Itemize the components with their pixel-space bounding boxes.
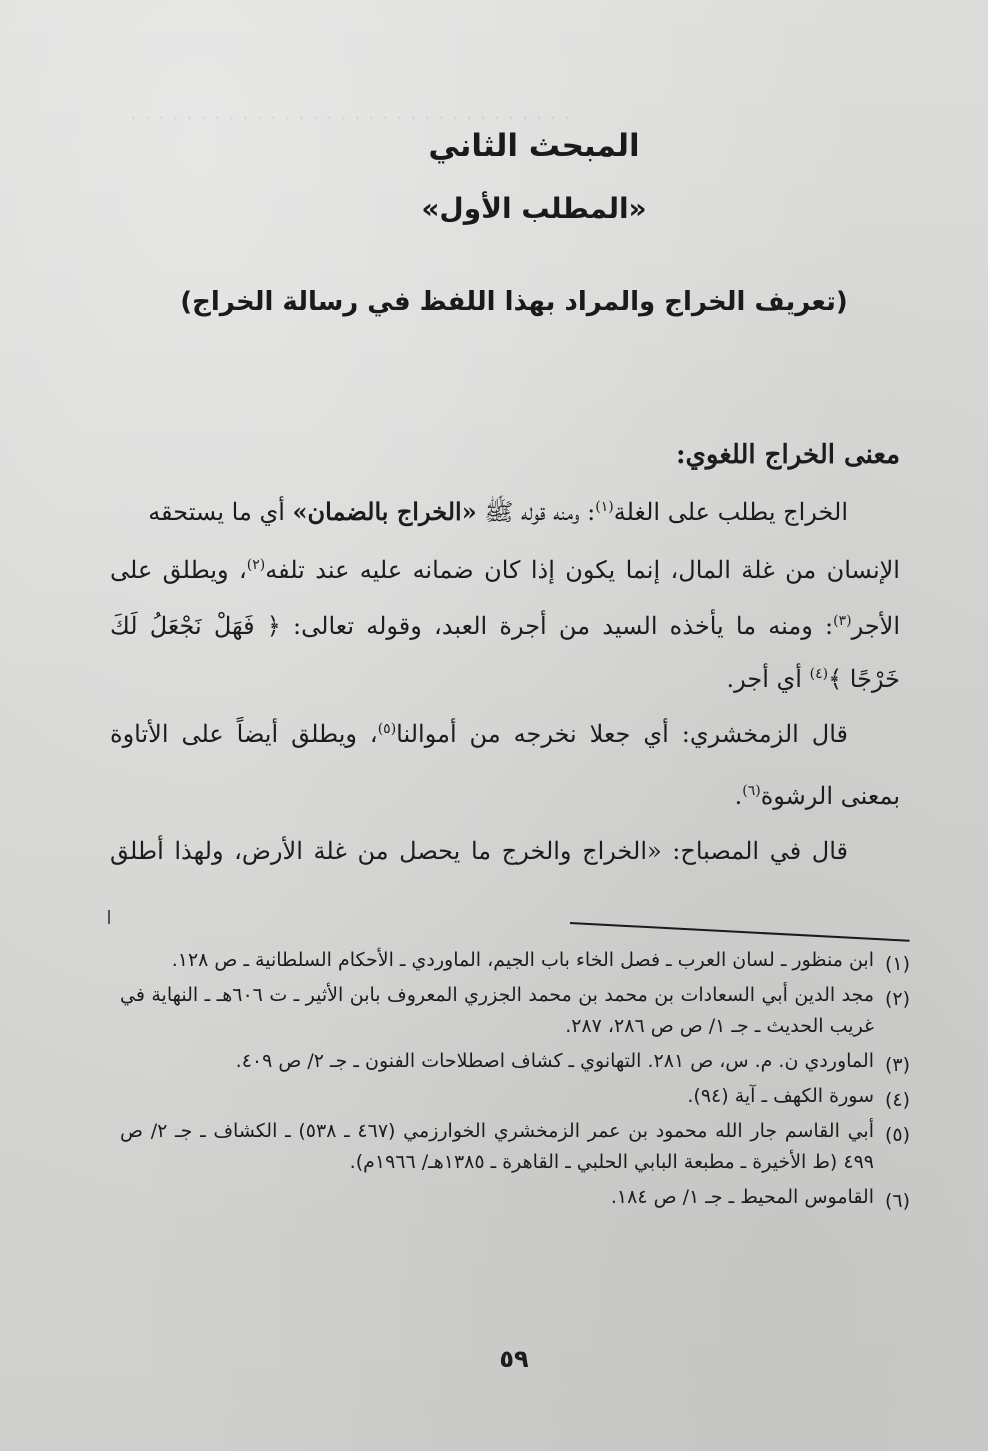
margin-mark xyxy=(108,910,110,924)
footnote-1 xyxy=(120,945,910,976)
footnote-number: (٣) xyxy=(884,1054,910,1076)
footnote-ref-1[interactable]: (١) xyxy=(595,499,614,515)
body-text: بمعنى الرشوة xyxy=(760,782,900,810)
footnote-text: الماوردي ن. م. س، ص ٢٨١. التهانوي ـ كشاف اصطلاحات الفنون ـ جـ ٢/ ص ٤٠٩. xyxy=(235,1050,874,1072)
footnote-number: (٢) xyxy=(884,988,910,1010)
body-text: الأجر xyxy=(851,612,901,640)
footnote-ref-5[interactable]: (٥) xyxy=(377,721,397,737)
quran-verse: : ومنه ما يأخذه السيد من أجرة العبد، وقوله تعالى: ﴿ فَهَلْ نَجْعَلُ لَكَ xyxy=(110,612,834,640)
topic-title: (تعريف الخراج والمراد بهذا اللفظ في رسالة الخراج) xyxy=(180,287,848,317)
footnote-number: (٥) xyxy=(884,1124,910,1146)
footnote-text: أبي القاسم جار الله محمود بن عمر الزمخشري الخوارزمي (٤٦٧ ـ ٥٣٨) ـ الكشاف ـ جـ ٢/ ص ٤٩٩ (ط الأخيرة ـ مطبعة البابي الحلبي ـ القاهرة ـ ١٣٨٥هـ/ ١٩٦٦م). xyxy=(120,1120,874,1173)
hadith-quote: «الخراج بالضمان» xyxy=(292,497,477,526)
subsection-heading: «المطلب الأول» xyxy=(421,192,647,225)
body-text: ، ويطلق أيضاً على الأتاوة xyxy=(110,720,378,748)
body-line-2 xyxy=(110,556,900,584)
footnote-3 xyxy=(120,1046,910,1077)
footnote-5 xyxy=(120,1116,910,1178)
body-text: أي أجر. xyxy=(726,665,810,693)
footnote-separator xyxy=(570,922,910,942)
footnote-text: سورة الكهف ـ آية (٩٤). xyxy=(687,1085,874,1107)
footnote-6 xyxy=(120,1182,910,1213)
footnote-number: (٤) xyxy=(884,1089,910,1111)
footnote-number: (١) xyxy=(884,953,910,975)
lexical-meaning-heading: معنى الخراج اللغوي: xyxy=(675,440,900,470)
body-text: قال في المصباح: «الخراج والخرج ما يحصل من غلة الأرض، ولهذا أطلق xyxy=(110,837,848,865)
body-line-5 xyxy=(110,720,848,748)
body-text: ، ويطلق على xyxy=(110,556,247,584)
footnote-ref-3[interactable]: (٣) xyxy=(833,613,852,629)
footnote-text: ابن منظور ـ لسان العرب ـ فصل الخاء باب الجيم، الماوردي ـ الأحكام السلطانية ـ ص ١٢٨. xyxy=(171,949,874,971)
body-line-6 xyxy=(110,782,900,810)
body-text: الخراج يطلب على الغلة xyxy=(613,498,848,526)
quran-verse: خَرْجًا ﴾ xyxy=(828,665,900,693)
footnotes xyxy=(120,945,910,1217)
footnote-ref-4[interactable]: (٤) xyxy=(809,666,829,682)
section-heading: المبحث الثاني xyxy=(428,128,640,164)
body-text: أي ما يستحقه xyxy=(148,498,293,526)
body-line-3 xyxy=(110,612,900,640)
footnote-4 xyxy=(120,1081,910,1112)
show-through-text: . . . . . . . . . . . . . . . . . . . . . . . . . . . . . . . . xyxy=(130,100,571,125)
page-number: ٥٩ xyxy=(499,1345,529,1373)
body-text: قال الزمخشري: أي جعلا نخرجه من أموالنا xyxy=(396,720,848,748)
body-line-7 xyxy=(110,837,848,865)
footnote-number: (٦) xyxy=(884,1190,910,1212)
footnote-ref-6[interactable]: (٦) xyxy=(742,783,761,799)
body-text: الإنسان من غلة المال، إنما يكون إذا كان ضمانه عليه عند تلفه xyxy=(265,556,900,584)
body-line-1 xyxy=(110,497,848,532)
footnote-ref-2[interactable]: (٢) xyxy=(246,557,266,573)
body-text: . xyxy=(734,782,743,810)
footnote-text: مجد الدين أبي السعادات بن محمد بن محمد الجزري المعروف بابن الأثير ـ ت ٦٠٦هـ ـ النهاية في غريب الحديث ـ جـ ١/ ص ص ٢٨٦، ٢٨٧. xyxy=(120,984,875,1037)
body-text: : ومنه قوله ﷺ xyxy=(476,498,596,526)
body-line-4 xyxy=(110,665,900,693)
footnote-2 xyxy=(120,980,910,1042)
footnote-text: القاموس المحيط ـ جـ ١/ ص ١٨٤. xyxy=(610,1186,874,1208)
